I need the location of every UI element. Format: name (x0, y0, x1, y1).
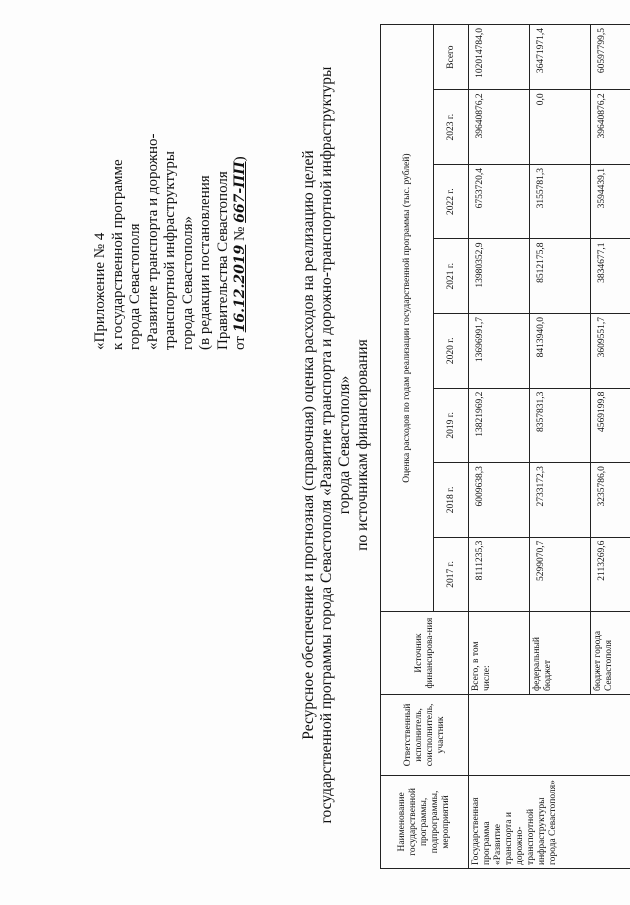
value-cell: 13696991,7 (469, 314, 530, 389)
appendix-line: города Севастополя» (179, 215, 196, 350)
value-cell: 8413940,0 (530, 314, 591, 389)
header-year: 2020 г. (434, 314, 469, 389)
value-cell: 3155781,3 (530, 164, 591, 239)
funding-table (380, 24, 630, 869)
value-cell: 4569199,8 (591, 388, 630, 463)
value-cell: 8357831,3 (530, 388, 591, 463)
value-cell: 13980352,9 (469, 239, 530, 314)
appendix-line: Правительства Севастополя (214, 171, 231, 350)
value-cell: 8512175,8 (530, 239, 591, 314)
value-cell: 0,0 (530, 90, 591, 165)
value-cell: 3834677,1 (591, 239, 630, 314)
value-cell: 3609551,7 (591, 314, 630, 389)
executor-cell (469, 695, 630, 776)
table-row (469, 25, 530, 869)
handwritten-date: 16.12.2019 (232, 244, 248, 333)
value-cell: 8111235,3 (469, 537, 530, 612)
header-year: 2018 г. (434, 463, 469, 538)
number-prefix: № (232, 226, 248, 241)
value-cell: 60597799,5 (591, 25, 630, 90)
value-cell: 39640876,2 (469, 90, 530, 165)
value-cell: 2733172,3 (530, 463, 591, 538)
handwritten-number: 667-ПП (232, 161, 248, 223)
title-line: государственной программы города Севастополя «Развитие транспорта и дорожно-транспортной инфраструктуры (318, 66, 335, 824)
header-year: 2022 г. (434, 164, 469, 239)
value-cell: 36471971,4 (530, 25, 591, 90)
appendix-line: транспортной инфраструктуры (162, 151, 178, 350)
value-cell: 6753720,4 (469, 164, 530, 239)
value-cell: 13821969,2 (469, 388, 530, 463)
value-cell: 3235786,0 (591, 463, 630, 538)
value-cell: 39640876,2 (591, 90, 630, 165)
source-cell: федеральный бюджет (530, 612, 591, 695)
from-prefix: от (232, 336, 248, 350)
appendix-line: «Приложение № 4 (92, 232, 108, 350)
header-year: 2019 г. (434, 388, 469, 463)
title-line: Ресурсное обеспечение и прогнозная (справочная) оценка расходов на реализацию целей (300, 150, 317, 740)
title-line: по источникам финансирования (354, 339, 371, 551)
closing-paren: ) (232, 156, 248, 162)
appendix-line: «Развитие транспорта и дорожно- (144, 133, 161, 350)
source-cell: Всего, в том числе: (469, 612, 530, 695)
value-cell: 6009638,3 (469, 463, 530, 538)
header-year: 2017 г. (434, 537, 469, 612)
source-cell: бюджет города Севастополя (591, 612, 630, 695)
appendix-line: города Севастополя (127, 223, 143, 350)
value-cell: 2113269,6 (591, 537, 630, 612)
header-estimate: Оценка расходов по годам реализации государственной программы (тыс. рублей) (381, 25, 434, 612)
header-year: 2023 г. (434, 90, 469, 165)
header-total: Всего (434, 25, 469, 90)
appendix-line: (в редакции постановления (197, 175, 213, 350)
appendix-date-line (232, 10, 250, 350)
document-title (300, 45, 372, 845)
title-line: города Севастополя» (336, 375, 353, 515)
header-name: Наименование государственной программы, подпрограммы, мероприятий (381, 775, 469, 868)
value-cell: 5299070,7 (530, 537, 591, 612)
appendix-line: к государственной программе (109, 159, 126, 350)
header-executor: Ответственный исполнитель, соисполнитель, участник (381, 695, 469, 776)
appendix-block (92, 10, 250, 350)
header-year: 2021 г. (434, 239, 469, 314)
header-source: Источник финансирова-ния (381, 612, 469, 695)
program-name-cell: Государственная программа «Развитие транспорта и дорожно-транспортной инфраструктуры города Севастополя» (469, 775, 630, 868)
value-cell: 3594439,1 (591, 164, 630, 239)
value-cell: 102014784,0 (469, 25, 530, 90)
